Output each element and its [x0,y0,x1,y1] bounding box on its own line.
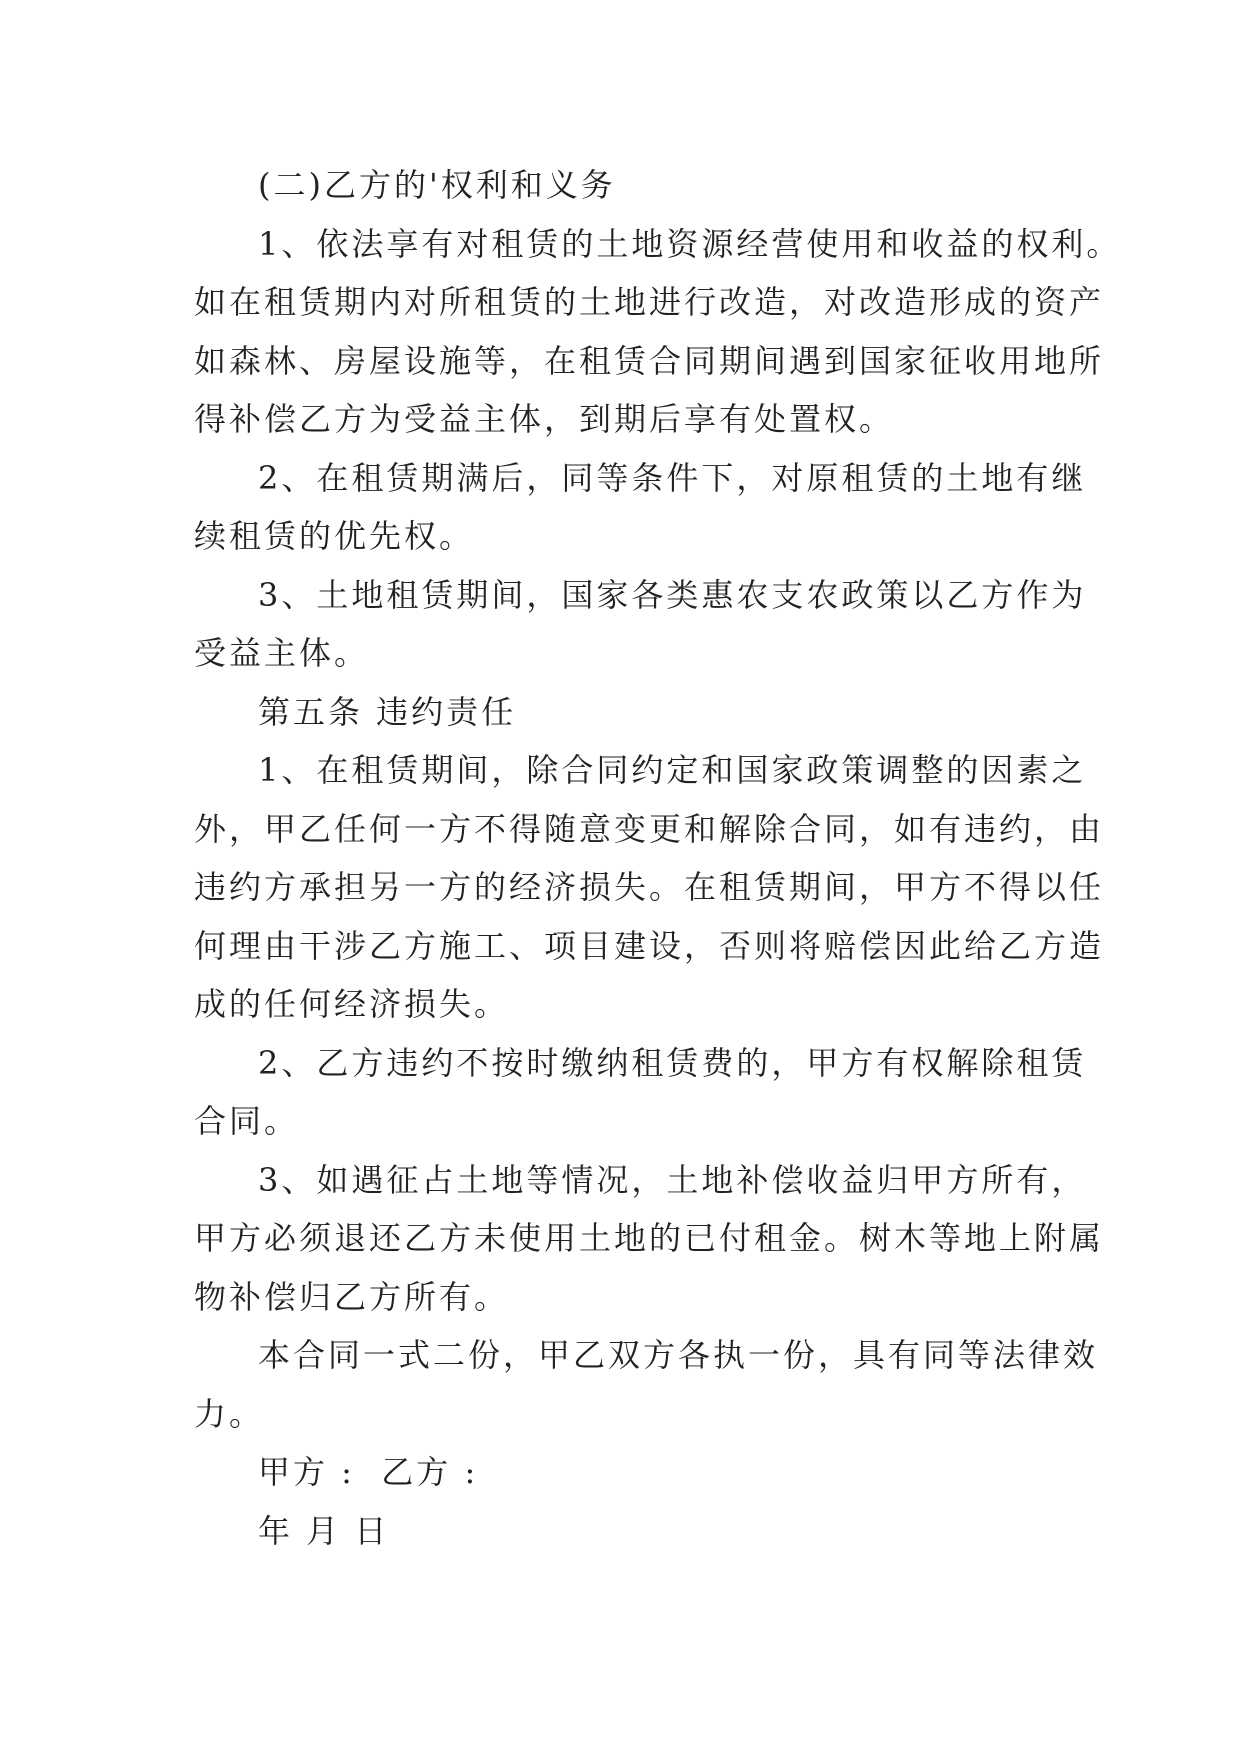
paragraph-right-1 [194,215,1122,449]
text-line: 甲方必须退还乙方未使用土地的已付租金。树木等地上附属 [194,1219,1105,1257]
text-line: 如在租赁期内对所租赁的土地进行改造，对改造形成的资产 [194,283,1105,321]
text-line: (二)乙方的'权利和义务 [258,166,616,204]
signature-date [194,1502,1074,1561]
text-line: 3、如遇征占土地等情况，土地补偿收益归甲方所有， [258,1160,1087,1199]
text-line: 1、依法享有对租赁的土地资源经营使用和收益的权利。 [258,224,1122,263]
text-line: 何理由干涉乙方施工、项目建设，否则将赔偿因此给乙方造 [194,926,1105,965]
text-line: 成的任何经济损失。 [194,985,510,1023]
text-line: 受益主体。 [194,634,370,672]
text-line: 外，甲乙任何一方不得随意变更和解除合同，如有违约，由 [194,809,1105,848]
text-line: 得补偿乙方为受益主体，到期后享有处置权。 [194,400,895,438]
article-five-heading [194,683,1074,742]
text-line: 2、乙方违约不按时缴纳租赁费的，甲方有权解除租赁 [258,1043,1087,1082]
document-body [194,156,1122,1560]
text-line: 3、土地租赁期间，国家各类惠农支农政策以乙方作为 [258,575,1087,614]
text-line: 合同。 [194,1102,300,1140]
text-line: 物补偿归乙方所有。 [194,1277,510,1316]
text-line: 2、在租赁期满后，同等条件下，对原租赁的土地有继 [258,458,1087,497]
text-line: 违约方承担另一方的经济损失。在租赁期间，甲方不得以任 [194,868,1105,906]
section-heading [194,156,1074,215]
paragraph-breach-2 [194,1034,1087,1151]
paragraph-right-2 [194,449,1087,566]
text-line: 续租赁的优先权。 [194,517,475,555]
paragraph-breach-1 [194,741,1105,1034]
paragraph-breach-3 [194,1151,1105,1327]
text-line: 甲方 : 乙方 : [258,1453,479,1491]
text-line: 本合同一式二份，甲乙双方各执一份，具有同等法律效 [258,1336,1099,1374]
text-line: 第五条 违约责任 [258,692,517,731]
text-line: 1、在租赁期间，除合同约定和国家政策调整的因素之 [258,751,1087,789]
paragraph-right-3 [194,566,1087,683]
text-line: 力。 [194,1394,265,1433]
signature-parties [194,1443,1074,1502]
paragraph-copies [194,1326,1099,1443]
text-line: 年 月 日 [258,1511,390,1550]
text-line: 如森林、房屋设施等，在租赁合同期间遇到国家征收用地所 [194,341,1105,380]
